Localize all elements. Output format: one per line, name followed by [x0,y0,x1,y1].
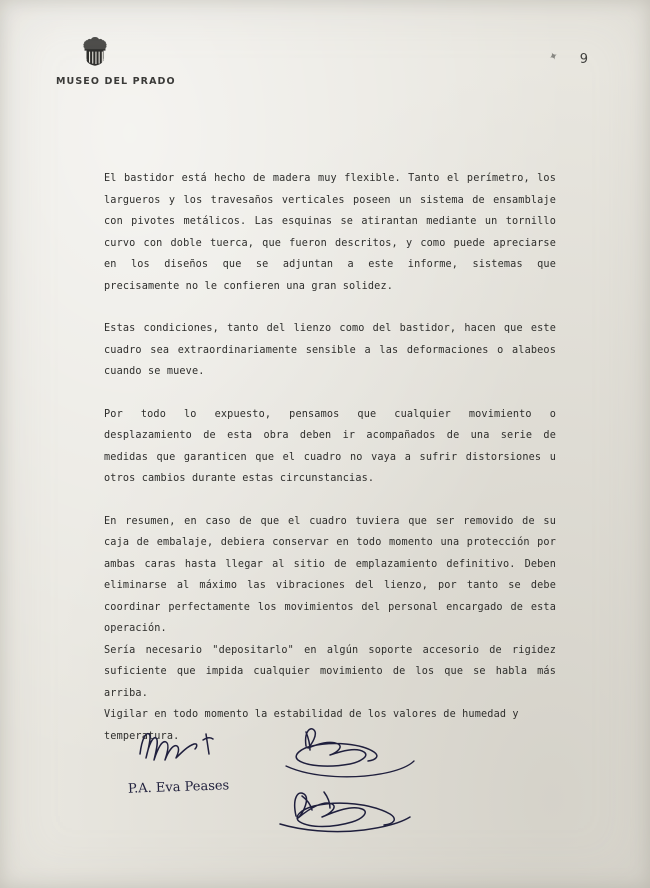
page-number: 9 [579,52,588,67]
paragraph: Estas condiciones, tanto del lienzo como del bastidor, hacen que este cuadro sea extraordinariamente sensible a las deformaciones o alabeos cuando se mueve. [104,323,556,377]
signature-block [110,712,530,842]
signature-1 [140,734,197,760]
signature-2 [296,729,377,766]
signature-3 [295,793,395,827]
archival-mark: ✦ [546,48,561,65]
handwritten-note: P.A. Eva Peases [127,778,230,797]
letterhead [56,36,316,87]
paragraph: El bastidor está hecho de madera muy flexible. Tanto el perímetro, los largueros y los travesaños verticales poseen un sistema de ensamblaje con pivotes metálicos. Las esquinas se atirantan mediante un tornillo curvo con doble tuerca, que fueron descritos, y como puede apreciarse en los diseños que se adjuntan a este informe, sistemas que precisamente no le confieren una gran solidez. [104,173,556,292]
paragraph: En resumen, en caso de que el cuadro tuviera que ser removido de su caja de embalaje, debiera conservar en todo momento una protección por ambas caras hasta llegar al sitio de emplazamiento definitivo. Deben eliminarse al máximo las vibraciones del lienzo, por tanto se debe coordinar perfectamente los movimientos del personal encargado de esta operación. [104,515,556,634]
paragraph: Por todo lo expuesto, pensamos que cualquier movimiento o desplazamiento de esta obra deben ir acompañados de una serie de medidas que garanticen que el cuadro no vaya a sufrir distorsiones u otros cambios durante estas circunstancias. [104,408,556,484]
document-body [104,168,556,768]
institution-name: MUSEO DEL PRADO [56,76,176,87]
paragraph: Sería necesario "depositarlo" en algún soporte accesorio de rigidez suficiente que impida cualquier movimiento de los que se habla más arriba. [104,644,556,699]
handwritten-signatures [110,712,530,842]
royal-crest-icon [78,36,112,66]
paragraph: Vigilar en todo momento la estabilidad de los valores de humedad y temperatura. [104,709,519,742]
